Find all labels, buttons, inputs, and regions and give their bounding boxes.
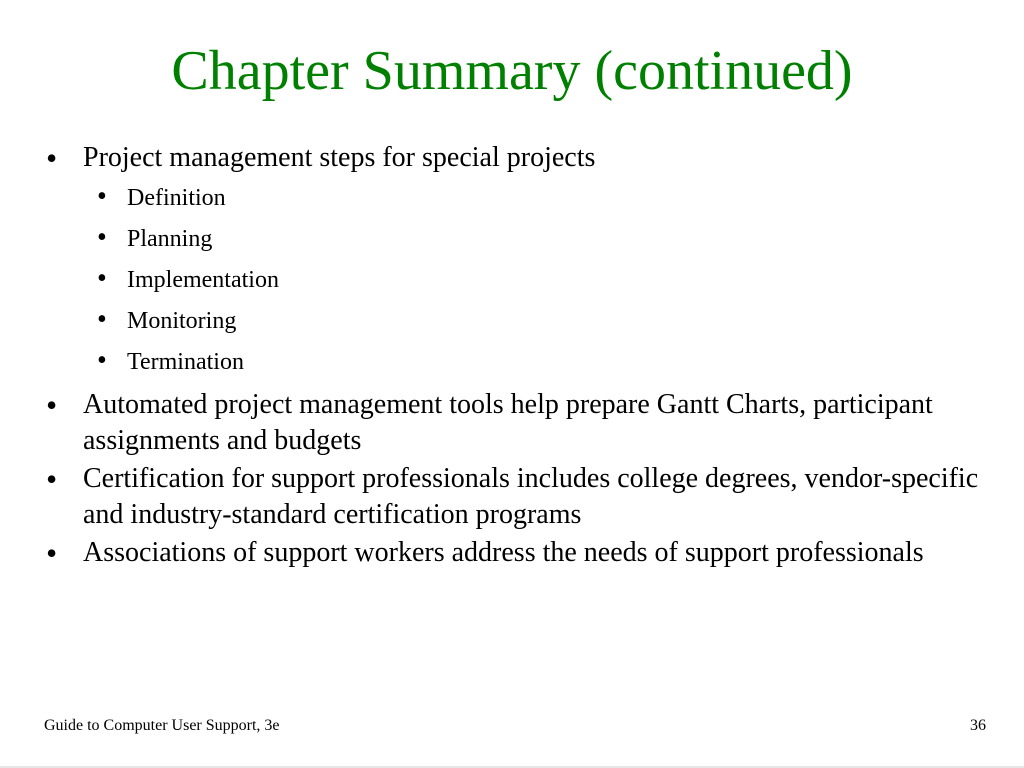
slide-title: Chapter Summary (continued) bbox=[171, 40, 853, 102]
bullet-item bbox=[46, 535, 986, 571]
sub-bullet-item bbox=[46, 342, 986, 383]
sub-bullet-list bbox=[46, 178, 986, 383]
bullet-icon: • bbox=[46, 140, 58, 176]
bullet-icon: • bbox=[97, 304, 107, 335]
bullet-icon: • bbox=[46, 535, 58, 571]
sub-bullet-text: Planning bbox=[127, 226, 213, 252]
bullet-item bbox=[46, 387, 986, 459]
bullet-text: Project management steps for special projects bbox=[83, 142, 596, 173]
bullet-text: Automated project management tools help prepare Gantt Charts, participant assignments and budgets bbox=[83, 389, 933, 456]
page-number: 36 bbox=[970, 717, 986, 734]
bullet-icon: • bbox=[46, 461, 58, 497]
footer-book-title: Guide to Computer User Support, 3e bbox=[44, 717, 280, 734]
bullet-text: Certification for support professionals includes college degrees, vendor-specific and industry-standard certification programs bbox=[83, 463, 979, 530]
bullet-icon: • bbox=[97, 181, 107, 212]
sub-bullet-text: Monitoring bbox=[127, 308, 237, 334]
bullet-item bbox=[46, 461, 986, 533]
sub-bullet-text: Termination bbox=[127, 349, 244, 375]
sub-bullet-text: Implementation bbox=[127, 267, 279, 293]
sub-bullet-item bbox=[46, 260, 986, 301]
sub-bullet-text: Definition bbox=[127, 185, 226, 211]
sub-bullet-item bbox=[46, 301, 986, 342]
bullet-icon: • bbox=[46, 387, 58, 423]
bullet-icon: • bbox=[97, 345, 107, 376]
bullet-icon: • bbox=[97, 222, 107, 253]
slide-content bbox=[46, 140, 986, 573]
bullet-item bbox=[46, 140, 986, 176]
sub-bullet-item bbox=[46, 219, 986, 260]
sub-bullet-item bbox=[46, 178, 986, 219]
bullet-text: Associations of support workers address the needs of support professionals bbox=[83, 537, 924, 568]
bullet-icon: • bbox=[97, 263, 107, 294]
